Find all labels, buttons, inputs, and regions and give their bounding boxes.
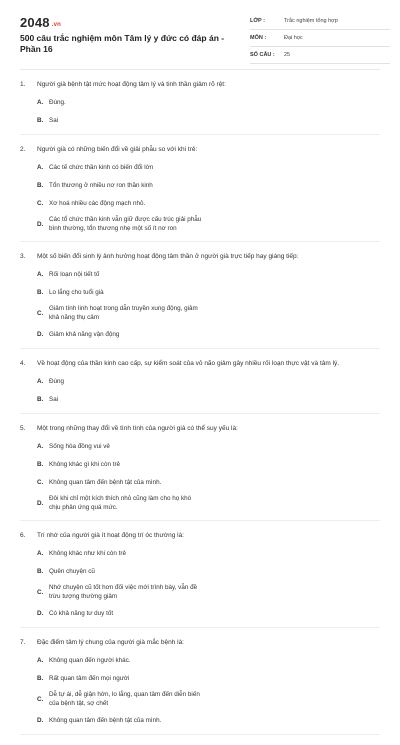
- answer-options: [20, 96, 380, 132]
- option-text: Nhớ chuyện cũ tốt hơn đối việc mới trình bày, vẫn đề trừu tượng thường giảm: [49, 584, 198, 600]
- meta-key: SỐ CÂU :: [250, 52, 275, 58]
- question-divider: [20, 520, 380, 521]
- question-number: 7.: [20, 639, 26, 646]
- option-letter: C.: [37, 478, 44, 486]
- option-letter: D.: [37, 609, 44, 617]
- question-number: 6.: [20, 532, 26, 539]
- option-letter: A.: [37, 270, 44, 278]
- option-text: Các tế chức thần kinh có biến đổi lớn: [49, 163, 154, 171]
- answer-option[interactable]: [37, 114, 209, 126]
- question-line: [20, 638, 380, 647]
- question-text: Người già có những biến đổi về giải phẫu so với khi trẻ:: [37, 146, 198, 153]
- answer-option[interactable]: [37, 268, 209, 280]
- answer-option[interactable]: [37, 547, 209, 559]
- option-text: Tổn thương ở nhiều nơ ron thần kinh: [49, 181, 153, 189]
- option-text: Giảm tính linh hoạt trong dẫn truyền xung động, giảm khả năng thụ cảm: [49, 305, 198, 321]
- option-text: Rối loạn nội tiết tố: [49, 270, 100, 278]
- answer-options: [20, 161, 380, 239]
- answer-option[interactable]: [37, 440, 209, 452]
- question-number: 2.: [20, 146, 26, 153]
- answer-option[interactable]: [37, 565, 209, 577]
- site-logo[interactable]: [20, 15, 61, 30]
- question-list: [20, 80, 380, 745]
- answer-option[interactable]: [37, 476, 209, 488]
- option-text: Sai: [49, 116, 59, 124]
- option-letter: B.: [37, 460, 44, 468]
- answer-option[interactable]: [37, 179, 209, 191]
- option-letter: A.: [37, 163, 44, 171]
- document-meta: [250, 13, 390, 64]
- question-text: Đặc điểm tâm lý chung của người già mắc bệnh là:: [37, 639, 184, 646]
- option-letter: C.: [37, 588, 44, 596]
- option-text: Rất quan tâm đến mọi người: [49, 674, 130, 682]
- option-letter: D.: [37, 330, 44, 338]
- meta-value: 25: [284, 52, 291, 58]
- option-text: Không khác gì khi còn trẻ: [49, 460, 121, 468]
- answer-option[interactable]: [37, 672, 209, 684]
- question-number: 5.: [20, 425, 26, 432]
- answer-options: [20, 268, 380, 346]
- logo-suffix: .vn: [51, 22, 62, 28]
- option-letter: C.: [37, 309, 44, 317]
- option-letter: A.: [37, 442, 44, 450]
- answer-option[interactable]: [37, 215, 209, 233]
- question-divider: [20, 134, 380, 135]
- answer-option[interactable]: [37, 393, 209, 405]
- option-letter: A.: [37, 549, 44, 557]
- question-divider: [20, 348, 380, 349]
- option-text: Sai: [49, 395, 59, 403]
- answer-option[interactable]: [37, 458, 209, 470]
- answer-option[interactable]: [37, 654, 209, 666]
- question-divider: [20, 734, 380, 735]
- option-text: Sống hòa đồng vui vẻ: [49, 442, 110, 450]
- question-text: Người già bệnh tật mức hoạt động tâm lý và tinh thần giảm rõ rệt:: [37, 81, 226, 88]
- option-letter: A.: [37, 656, 44, 664]
- question-line: [20, 424, 380, 433]
- answer-option[interactable]: [37, 161, 209, 173]
- meta-key: LỚP :: [250, 18, 265, 24]
- option-text: Không quan tâm đến bệnh tật của mình.: [49, 716, 162, 724]
- option-letter: B.: [37, 288, 44, 296]
- question-number: 4.: [20, 360, 26, 367]
- answer-option[interactable]: [37, 96, 209, 108]
- question-text: Về hoạt động của thần kinh cao cấp, sự kiểm soát của vỏ não giảm gây nhiều rối loạn thực vật và tâm lý.: [37, 360, 340, 367]
- option-letter: B.: [37, 395, 44, 403]
- answer-option[interactable]: [37, 304, 209, 322]
- option-text: Dễ tự ái, dễ giận hờn, lo lắng, quan tâm đến diễn biến của bệnh tật, sợ chết: [49, 691, 200, 707]
- option-letter: B.: [37, 181, 44, 189]
- document-title: 500 câu trắc nghiệm môn Tâm lý y đức có đáp án - Phần 16: [20, 33, 225, 54]
- header-divider: [20, 69, 380, 70]
- meta-row-class: [250, 13, 390, 30]
- answer-options: [20, 654, 380, 732]
- question-line: [20, 145, 380, 154]
- option-text: Đúng: [49, 377, 65, 385]
- question-text: Một số biến đổi sinh lý ảnh hưởng hoạt động tâm thần ở người già trực tiếp hay giáng tiếp:: [37, 253, 299, 260]
- option-text: Xơ hoá nhiều các động mạch nhỏ.: [49, 199, 146, 207]
- logo-text: 2048: [20, 15, 50, 30]
- option-letter: D.: [37, 220, 44, 228]
- option-text: Có khả năng tư duy tốt: [49, 609, 114, 617]
- option-text: Các tổ chức thần kinh vẫn giữ được cấu trúc giải phẫu bình thường, tổn thương nhẹ một số ít nơ ron: [49, 216, 202, 232]
- option-text: Đôi khi chỉ một kích thích nhỏ cũng làm cho họ khó chịu phản ứng quá mức.: [49, 495, 192, 511]
- option-letter: C.: [37, 199, 44, 207]
- option-text: Không quan tâm đến bệnh tật của mình.: [49, 478, 162, 486]
- question-divider: [20, 627, 380, 628]
- option-text: Không quan đến người khác.: [49, 656, 131, 664]
- question-item: [20, 638, 380, 735]
- option-text: Đúng.: [49, 98, 66, 106]
- question-item: [20, 359, 380, 414]
- answer-options: [20, 547, 380, 625]
- answer-option[interactable]: [37, 690, 209, 708]
- meta-value: Đại học: [284, 35, 303, 41]
- option-text: Không khác như khi còn trẻ: [49, 549, 127, 557]
- answer-option[interactable]: [37, 583, 209, 601]
- option-letter: A.: [37, 377, 44, 385]
- answer-option[interactable]: [37, 286, 209, 298]
- option-letter: D.: [37, 499, 44, 507]
- option-letter: C.: [37, 695, 44, 703]
- question-divider: [20, 241, 380, 242]
- option-letter: B.: [37, 567, 44, 575]
- meta-row-count: [250, 47, 390, 64]
- meta-key: MÔN :: [250, 35, 267, 41]
- question-number: 1.: [20, 81, 26, 88]
- option-letter: B.: [37, 674, 44, 682]
- question-item: [20, 531, 380, 628]
- answer-options: [20, 440, 380, 518]
- question-line: [20, 252, 380, 261]
- answer-option[interactable]: [37, 328, 209, 340]
- question-line: [20, 80, 380, 89]
- question-item: [20, 252, 380, 349]
- question-number: 3.: [20, 253, 26, 260]
- answer-option[interactable]: [37, 494, 209, 512]
- answer-option[interactable]: [37, 375, 209, 387]
- document-header: [0, 0, 400, 62]
- question-line: [20, 359, 380, 368]
- answer-option[interactable]: [37, 197, 209, 209]
- question-divider: [20, 413, 380, 414]
- option-text: Quên chuyện cũ: [49, 567, 95, 575]
- meta-row-subject: [250, 30, 390, 47]
- option-letter: D.: [37, 716, 44, 724]
- question-item: [20, 145, 380, 242]
- answer-option[interactable]: [37, 714, 209, 726]
- option-letter: A.: [37, 98, 44, 106]
- question-text: Trí nhớ của người già ít hoạt động trí óc thường là:: [37, 532, 184, 539]
- answer-options: [20, 375, 380, 411]
- question-text: Một trong những thay đổi về tình tình của người già có thể suy yếu là:: [37, 425, 238, 432]
- option-letter: B.: [37, 116, 44, 124]
- option-text: Lo lắng cho tuổi già: [49, 288, 104, 296]
- question-item: [20, 424, 380, 521]
- option-text: Giảm khả năng vận động: [49, 330, 120, 338]
- meta-value: Trắc nghiệm tổng hợp: [284, 18, 338, 24]
- question-line: [20, 531, 380, 540]
- question-item: [20, 80, 380, 135]
- answer-option[interactable]: [37, 607, 209, 619]
